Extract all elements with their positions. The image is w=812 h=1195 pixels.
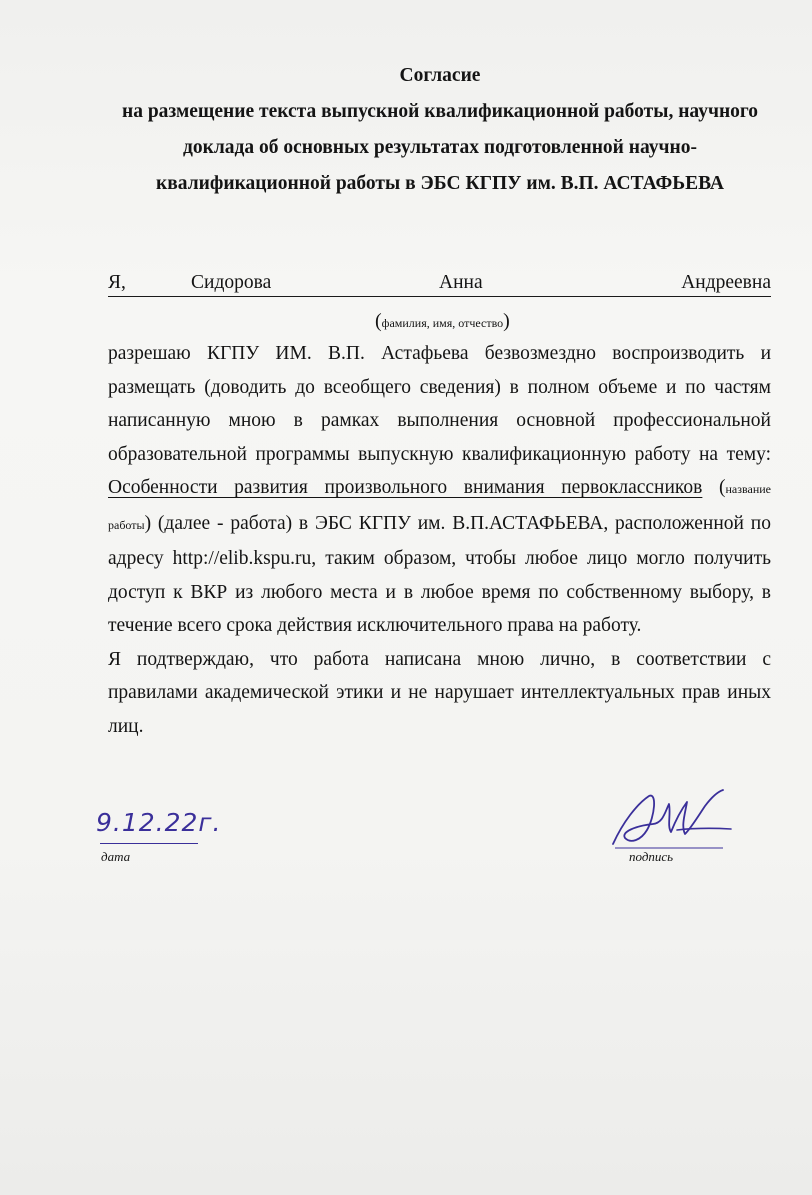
name-field-caption: [375, 310, 510, 333]
applicant-patronymic: Андреевна: [681, 272, 771, 293]
body-line: лиц.: [108, 715, 144, 737]
topic-caption-title: название: [725, 482, 771, 496]
body-line: образовательной программы выпускную квалификационную работу на тему:: [108, 443, 771, 465]
document-title: [95, 58, 785, 202]
body-line: доступ к ВКР из любого места и в любое время по собственному выбору, в: [108, 581, 771, 603]
body-line: разрешаю КГПУ ИМ. В.П. Астафьева безвозмездно воспроизводить и: [108, 343, 771, 364]
title-line-1: Согласие: [399, 65, 481, 86]
handwritten-date: 9.12.22г.: [96, 808, 222, 837]
date-underline: [100, 843, 198, 844]
signature-field: [605, 782, 745, 872]
body-line: Я подтверждаю, что работа написана мною лично, в соответствии с: [108, 648, 771, 670]
body-line: [108, 507, 771, 543]
caption-close-paren: ): [503, 310, 510, 332]
name-prefix: Я,: [108, 272, 126, 293]
body-line: правилами академической этики и не нарушает интеллектуальных прав иных: [108, 682, 771, 703]
date-label: дата: [101, 849, 131, 864]
caption-open-paren: (: [375, 310, 382, 332]
body-line-rest: ) (далее - работа) в ЭБС КГПУ им. В.П.АСТАФЬЕВА, расположенной по: [144, 512, 771, 534]
consent-body: [108, 337, 771, 743]
applicant-last-name: Сидорова: [191, 272, 272, 293]
date-field: [96, 808, 222, 868]
signature-label: подпись: [629, 849, 674, 864]
body-line: течение всего срока действия исключительного права на работу.: [108, 615, 642, 636]
handwritten-signature: [605, 782, 745, 852]
title-line-2: на размещение текста выпускной квалификационной работы, научного: [121, 101, 759, 122]
topic-caption-work: работы: [108, 517, 145, 532]
body-line: размещать (доводить до всеобщего сведения) в полном объеме и по частям: [108, 376, 771, 398]
thesis-topic: Особенности развития произвольного внимания первоклассников: [108, 477, 703, 498]
title-line-4: квалификационной работы в ЭБС КГПУ им. В.П. АСТАФЬЕВА: [156, 173, 724, 194]
body-line-topic: [108, 471, 771, 507]
applicant-name-line: [108, 270, 771, 297]
caption-text: фамилия, имя, отчество: [381, 316, 504, 330]
applicant-first-name: Анна: [439, 272, 483, 293]
body-line: написанную мною в рамках выполнения основной профессиональной: [108, 410, 771, 431]
title-line-3: доклада об основных результатах подготовленной научно-: [182, 137, 698, 158]
topic-open-paren: (: [702, 477, 726, 498]
body-line: адресу http://elib.kspu.ru, таким образом, чтобы любое лицо могло получить: [108, 548, 771, 569]
